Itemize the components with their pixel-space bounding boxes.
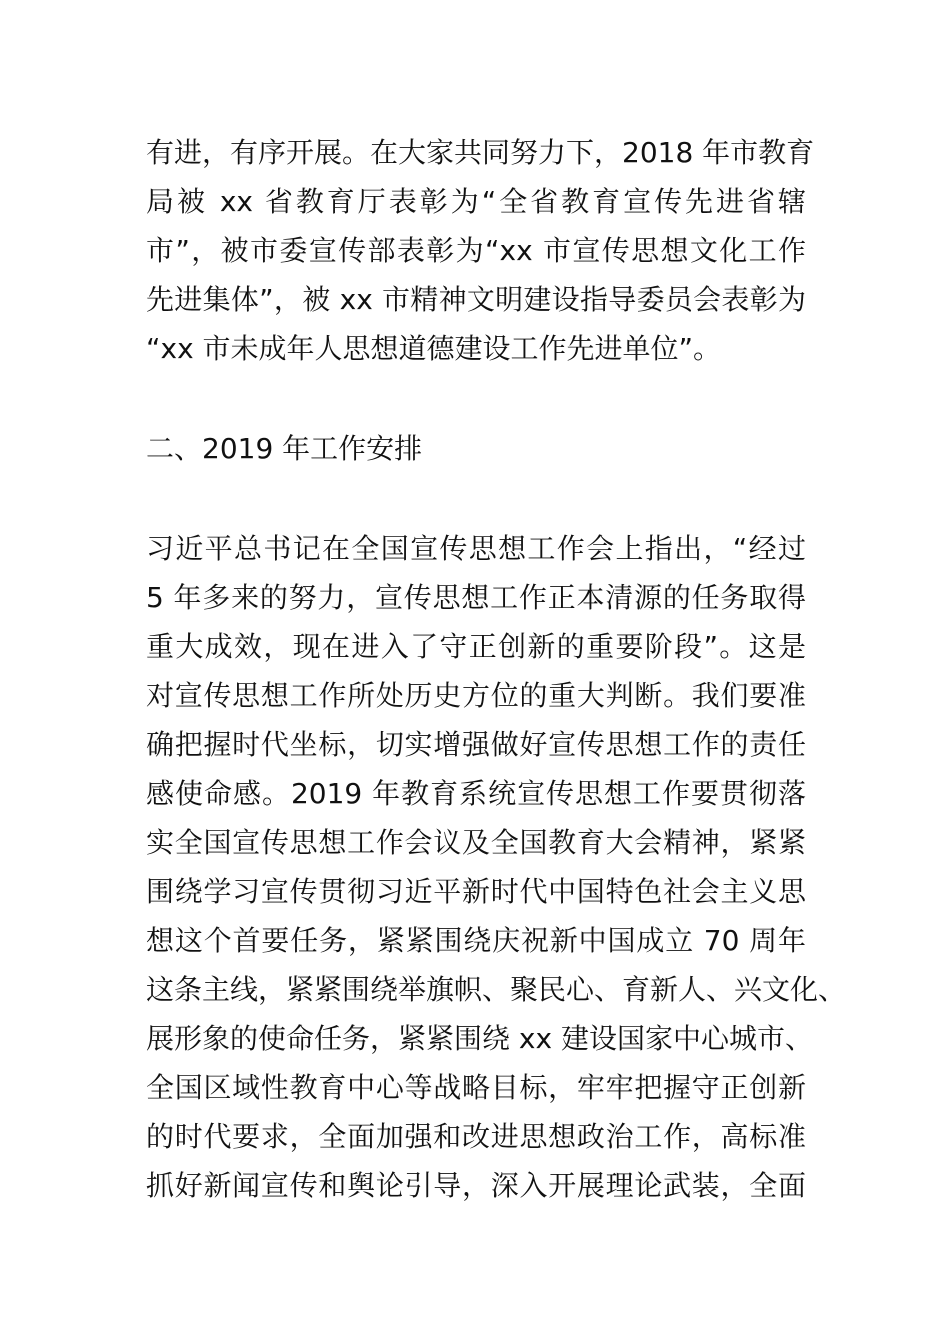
text-line: 有进，有序开展。在大家共同努力下，2018 年市教育 (146, 136, 815, 169)
text-line: 对宣传思想工作所处历史方位的重大判断。我们要准 (146, 679, 806, 712)
paragraph-achievements (146, 128, 815, 373)
paragraph-work-plan (146, 524, 847, 1210)
text-line: 围绕学习宣传贯彻习近平新时代中国特色社会主义思 (146, 875, 806, 908)
text-line: 感使命感。2019 年教育系统宣传思想工作要贯彻落 (146, 777, 806, 810)
text-line: 局被 xx 省教育厅表彰为“全省教育宣传先进省辖 (146, 185, 806, 218)
text-line: 重大成效，现在进入了守正创新的重要阶段”。这是 (146, 630, 806, 663)
text-line: 5 年多来的努力，宣传思想工作正本清源的任务取得 (146, 581, 806, 614)
section-heading (146, 424, 806, 473)
section-heading-text: 二、2019 年工作安排 (146, 432, 423, 465)
text-line: 展形象的使命任务，紧紧围绕 xx 建设国家中心城市、 (146, 1022, 813, 1055)
text-line: “xx 市未成年人思想道德建设工作先进单位”。 (146, 332, 722, 365)
text-line: 的时代要求，全面加强和改进思想政治工作，高标准 (146, 1120, 806, 1153)
text-line: 全国区域性教育中心等战略目标，牢牢把握守正创新 (146, 1071, 806, 1104)
text-line: 抓好新闻宣传和舆论引导，深入开展理论武装，全面 (146, 1169, 806, 1202)
text-line: 确把握时代坐标，切实增强做好宣传思想工作的责任 (146, 728, 806, 761)
text-line: 市”，被市委宣传部表彰为“xx 市宣传思想文化工作 (146, 234, 806, 267)
text-line: 先进集体”，被 xx 市精神文明建设指导委员会表彰为 (146, 283, 806, 316)
text-line: 想这个首要任务，紧紧围绕庆祝新中国成立 70 周年 (146, 924, 806, 957)
text-line: 实全国宣传思想工作会议及全国教育大会精神，紧紧 (146, 826, 806, 859)
text-line: 习近平总书记在全国宣传思想工作会上指出，“经过 (146, 532, 806, 565)
text-line: 这条主线，紧紧围绕举旗帜、聚民心、育新人、兴文化、 (146, 973, 847, 1006)
